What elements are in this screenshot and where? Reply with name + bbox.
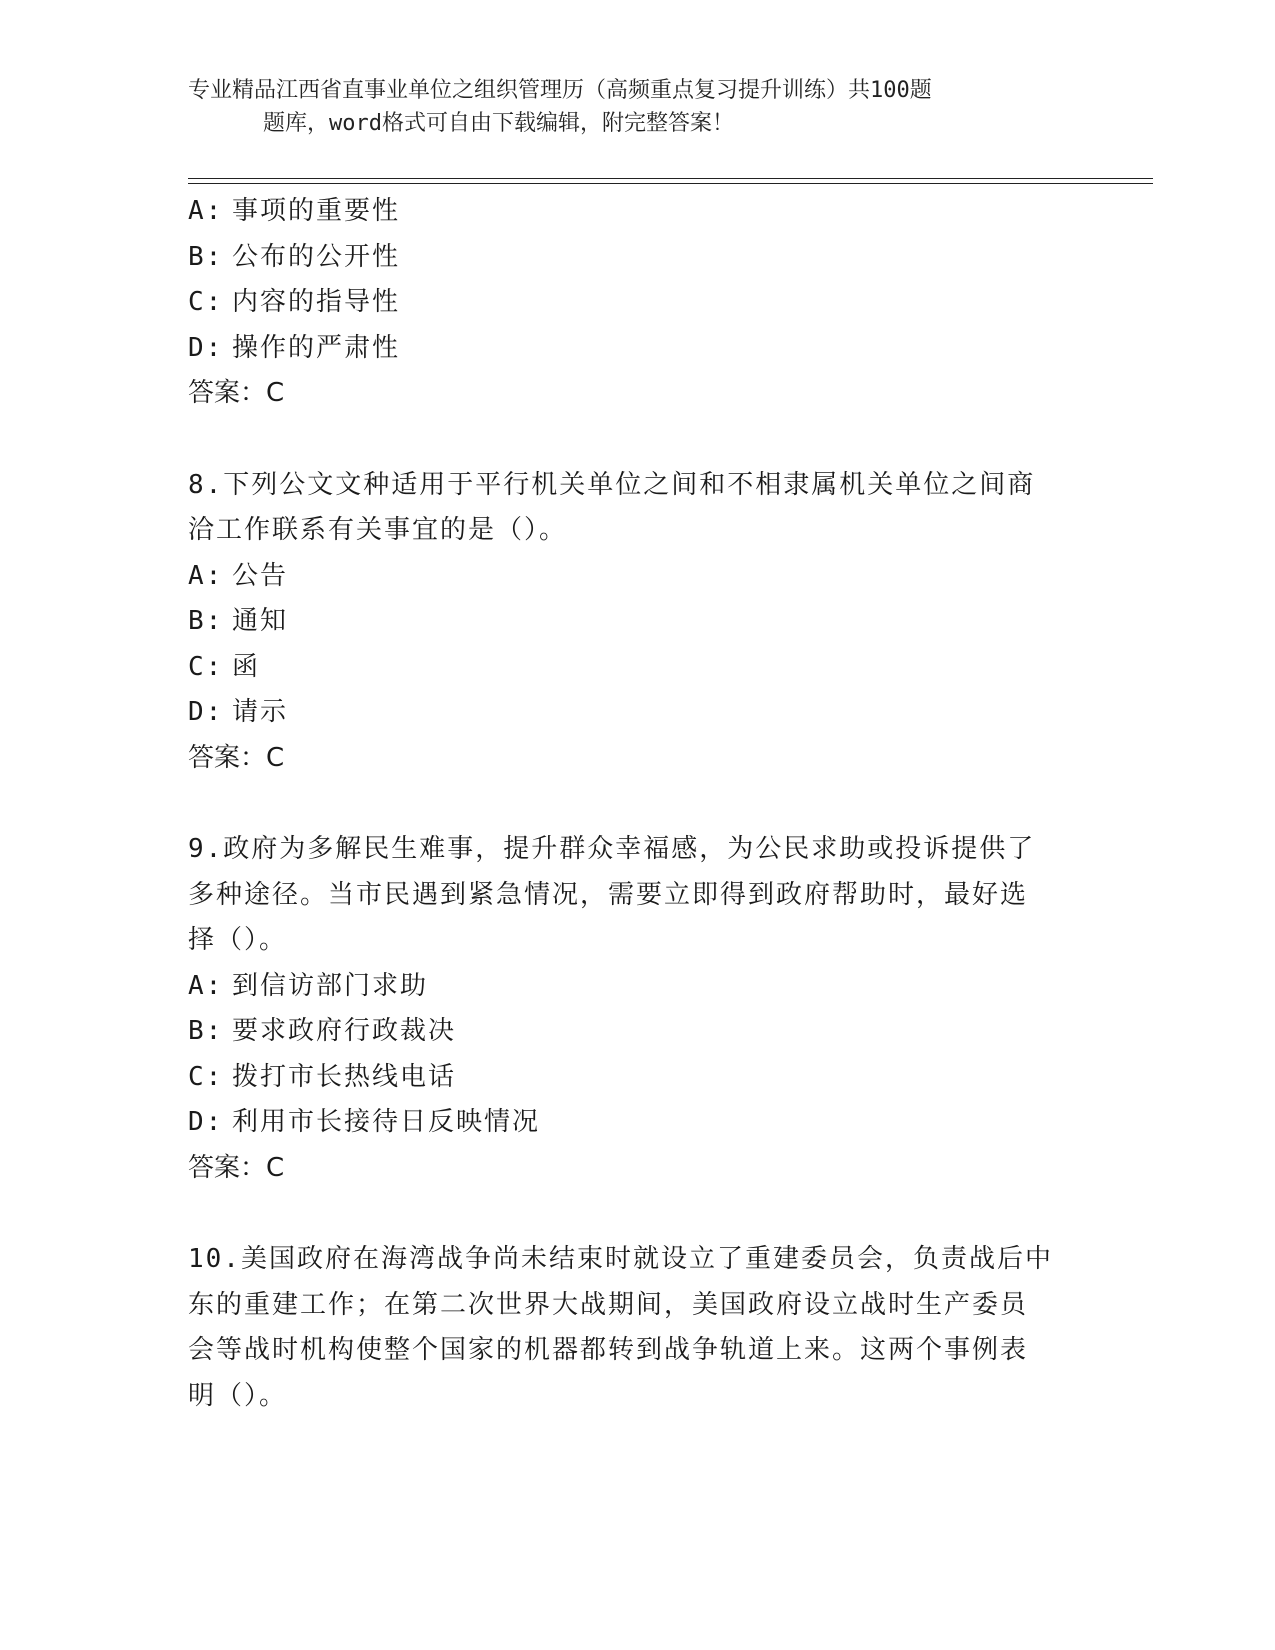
option-d: D: 操作的严肃性 xyxy=(188,332,401,363)
question-8 xyxy=(188,463,1088,782)
question-content xyxy=(188,189,1088,1419)
document-header xyxy=(188,74,1068,140)
header-rule-bottom xyxy=(188,183,1153,184)
option-c: C: 内容的指导性 xyxy=(188,287,401,317)
answer-line: 答案：C xyxy=(188,742,285,773)
header-rule-top xyxy=(188,178,1153,179)
option-a: A: 公告 xyxy=(188,560,289,591)
option-b: B: 通知 xyxy=(188,606,289,636)
question-10 xyxy=(188,1237,1088,1419)
header-title-line-2: 题库，word格式可自由下载编辑，附完整答案！ xyxy=(263,111,734,136)
option-a: A: 到信访部门求助 xyxy=(188,970,429,1001)
question-9 xyxy=(188,827,1088,1191)
option-d: D: 利用市长接待日反映情况 xyxy=(188,1107,541,1137)
option-c: C: 拨打市长热线电话 xyxy=(188,1061,457,1092)
answer-line: 答案：C xyxy=(188,1152,285,1183)
option-a: A: 事项的重要性 xyxy=(188,196,401,226)
question-text: 8.下列公文文种适用于平行机关单位之间和不相隶属机关单位之间商 洽工作联系有关事宜的是（）。 xyxy=(188,469,1036,545)
answer-line: 答案：C xyxy=(188,378,285,408)
question-text: 10.美国政府在海湾战争尚未结束时就设立了重建委员会，负责战后中 东的重建工作；在第二次世界大战期间，美国政府设立战时生产委员 会等战时机构使整个国家的机器都转到战争轨道上来。这两个事例表 明（）。 xyxy=(188,1244,1053,1411)
option-b: B: 公布的公开性 xyxy=(188,241,401,272)
option-c: C: 函 xyxy=(188,651,261,682)
option-d: D: 请示 xyxy=(188,697,289,727)
header-title-line-1: 专业精品江西省直事业单位之组织管理历（高频重点复习提升训练）共100题 xyxy=(188,78,932,103)
question-7-options xyxy=(188,189,1088,417)
option-b: B: 要求政府行政裁决 xyxy=(188,1016,457,1046)
question-text: 9.政府为多解民生难事，提升群众幸福感，为公民求助或投诉提供了 多种途径。当市民遇到紧急情况，需要立即得到政府帮助时，最好选 择（）。 xyxy=(188,834,1036,955)
